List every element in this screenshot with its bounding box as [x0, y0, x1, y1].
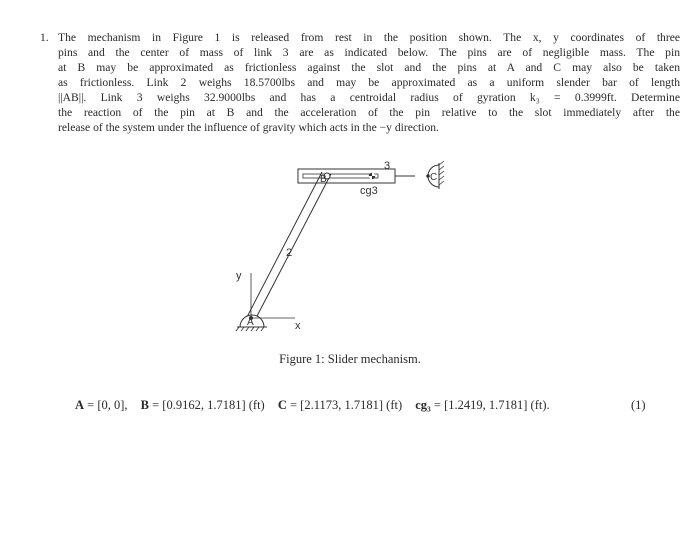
problem-line: the reaction of the pin at B and the acceleration of the pin relative to the slot immediately after the: [58, 106, 680, 119]
eq-a-value: = [0, 0],: [87, 398, 128, 412]
label-3: 3: [384, 160, 391, 172]
label-c: C: [430, 172, 438, 183]
eq-b-value: = [0.9162, 1.7181] (ft): [152, 398, 265, 412]
problem-line: The mechanism in Figure 1 is released from rest in the position shown. The x, y coordinates of three: [58, 31, 680, 44]
eq-cg-label: cg₃: [415, 398, 431, 412]
label-cg3: cg3: [360, 185, 378, 197]
cg3-marker: [369, 173, 375, 179]
eq-a-label: A: [75, 398, 85, 412]
eq-c-label: C: [277, 398, 287, 412]
equation-number: (1): [631, 398, 646, 412]
problem-line: at B may be approximated as frictionless against the slot and the pins at A and C may also be taken: [58, 61, 680, 74]
label-a: A: [247, 317, 254, 328]
problem-line: as frictionless. Link 2 weighs 18.5700lbs and may be approximated as a uniform slender bar of length: [58, 76, 680, 89]
label-2: 2: [286, 247, 293, 259]
label-b: B: [320, 174, 327, 185]
problem-line: pins and the center of mass of link 3 are as indicated below. The pins are of negligible mass. The pin: [58, 46, 680, 59]
label-x: x: [295, 320, 301, 332]
problem-statement: [40, 30, 680, 135]
problem-line: release of the system under the influence of gravity which acts in the −y direction.: [58, 121, 439, 134]
problem-line: ||AB||. Link 3 weighs 32.9000lbs and has a centroidal radius of gyration k₃ = 0.3999ft. Determine: [58, 91, 680, 104]
slider-mechanism-figure: [225, 155, 455, 345]
eq-c-value: = [2.1173, 1.7181] (ft): [290, 398, 403, 412]
eq-cg-value: = [1.2419, 1.7181] (ft).: [433, 398, 550, 412]
eq-b-label: B: [140, 398, 149, 412]
link-2-bar: [247, 172, 331, 318]
problem-number: 1.: [40, 31, 49, 44]
link-3-bar: [298, 169, 415, 183]
label-y: y: [236, 270, 242, 282]
figure-caption: Figure 1: Slider mechanism.: [279, 352, 421, 366]
